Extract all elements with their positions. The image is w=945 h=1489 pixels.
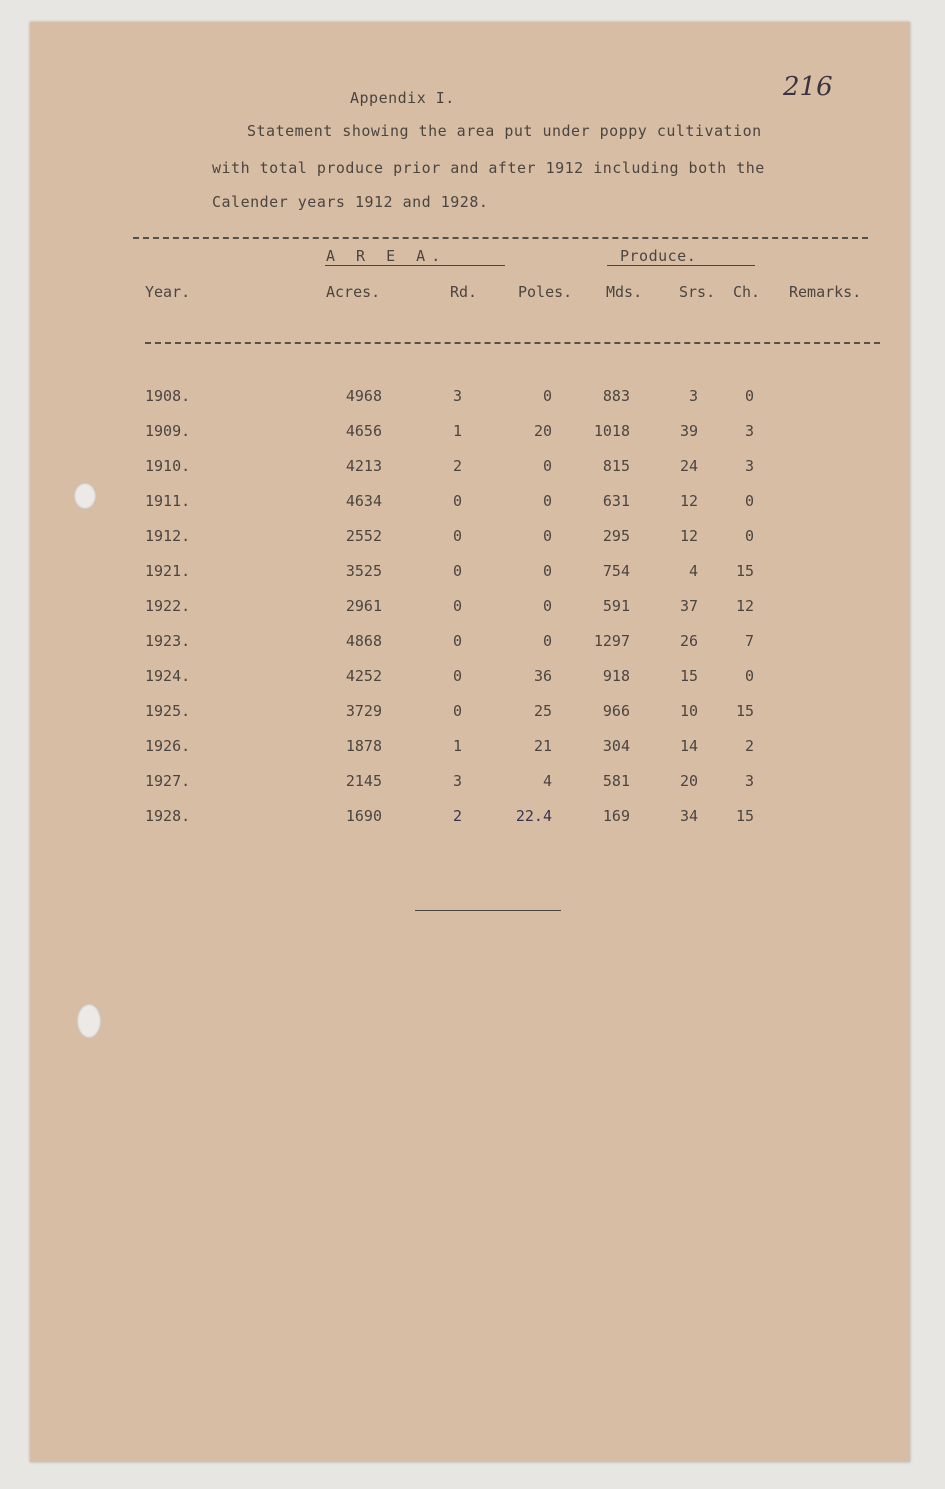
acres-cell: 4968 xyxy=(345,387,382,405)
produce-group-header: Produce. xyxy=(620,247,697,265)
rd-cell: 0 xyxy=(452,492,462,510)
year-cell: 1908. xyxy=(145,387,191,405)
acres-cell: 4656 xyxy=(345,422,382,440)
poles-cell: 0 xyxy=(542,492,552,510)
table-row xyxy=(0,527,945,547)
mds-cell: 304 xyxy=(602,737,630,755)
ch-cell: 3 xyxy=(744,772,754,790)
ch-cell: 7 xyxy=(744,632,754,650)
acres-cell: 2961 xyxy=(345,597,382,615)
poles-cell: 0 xyxy=(542,597,552,615)
statement-line-1: Statement showing the area put under poppy cultivation xyxy=(247,122,762,140)
rd-cell: 0 xyxy=(452,632,462,650)
table-row xyxy=(0,737,945,757)
rd-cell: 3 xyxy=(452,387,462,405)
acres-cell: 3525 xyxy=(345,562,382,580)
acres-cell: 4634 xyxy=(345,492,382,510)
year-cell: 1926. xyxy=(145,737,191,755)
table-row xyxy=(0,492,945,512)
mds-cell: 169 xyxy=(602,807,630,825)
area-group-header: A R E A. xyxy=(326,247,447,265)
col-srs: Srs. xyxy=(679,283,716,301)
punch-hole xyxy=(77,1004,101,1038)
year-cell: 1922. xyxy=(145,597,191,615)
table-row xyxy=(0,422,945,442)
ch-cell: 3 xyxy=(744,422,754,440)
col-mds: Mds. xyxy=(606,283,643,301)
table-row xyxy=(0,387,945,407)
rd-cell: 0 xyxy=(452,667,462,685)
poles-cell: 20 xyxy=(533,422,552,440)
acres-cell: 4213 xyxy=(345,457,382,475)
srs-cell: 10 xyxy=(679,702,698,720)
acres-cell: 2145 xyxy=(345,772,382,790)
col-remarks: Remarks. xyxy=(789,283,862,301)
table-row xyxy=(0,597,945,617)
rd-cell: 2 xyxy=(452,457,462,475)
folio-number: 216 xyxy=(783,72,833,102)
ch-cell: 2 xyxy=(744,737,754,755)
year-cell: 1921. xyxy=(145,562,191,580)
acres-cell: 4252 xyxy=(345,667,382,685)
ch-cell: 3 xyxy=(744,457,754,475)
year-cell: 1927. xyxy=(145,772,191,790)
poles-cell: 25 xyxy=(533,702,552,720)
srs-cell: 26 xyxy=(679,632,698,650)
year-cell: 1924. xyxy=(145,667,191,685)
poles-cell: 21 xyxy=(533,737,552,755)
col-year: Year. xyxy=(145,283,191,301)
acres-cell: 2552 xyxy=(345,527,382,545)
table-row xyxy=(0,562,945,582)
mds-cell: 581 xyxy=(602,772,630,790)
mds-cell: 631 xyxy=(602,492,630,510)
appendix-title: Appendix I. xyxy=(350,89,455,107)
mds-cell: 295 xyxy=(602,527,630,545)
rd-cell: 1 xyxy=(452,422,462,440)
acres-cell: 4868 xyxy=(345,632,382,650)
srs-cell: 37 xyxy=(679,597,698,615)
mds-cell: 815 xyxy=(602,457,630,475)
col-rd: Rd. xyxy=(450,283,478,301)
year-cell: 1909. xyxy=(145,422,191,440)
srs-cell: 20 xyxy=(679,772,698,790)
srs-cell: 24 xyxy=(679,457,698,475)
rd-cell: 0 xyxy=(452,702,462,720)
acres-cell: 3729 xyxy=(345,702,382,720)
table-row xyxy=(0,772,945,792)
year-cell: 1912. xyxy=(145,527,191,545)
mds-cell: 1297 xyxy=(593,632,630,650)
srs-cell: 12 xyxy=(679,492,698,510)
poles-cell: 22.4 xyxy=(515,807,552,825)
table-row xyxy=(0,632,945,652)
srs-cell: 15 xyxy=(679,667,698,685)
col-acres: Acres. xyxy=(326,283,381,301)
ch-cell: 15 xyxy=(735,562,754,580)
mds-cell: 883 xyxy=(602,387,630,405)
rd-cell: 0 xyxy=(452,527,462,545)
poles-cell: 0 xyxy=(542,387,552,405)
mds-cell: 1018 xyxy=(593,422,630,440)
mds-cell: 591 xyxy=(602,597,630,615)
ch-cell: 0 xyxy=(744,387,754,405)
year-cell: 1923. xyxy=(145,632,191,650)
area-underline xyxy=(325,265,505,266)
poles-cell: 4 xyxy=(542,772,552,790)
year-cell: 1925. xyxy=(145,702,191,720)
poles-cell: 36 xyxy=(533,667,552,685)
table-row xyxy=(0,667,945,687)
year-cell: 1911. xyxy=(145,492,191,510)
table-row xyxy=(0,807,945,827)
rd-cell: 0 xyxy=(452,597,462,615)
srs-cell: 3 xyxy=(688,387,698,405)
srs-cell: 39 xyxy=(679,422,698,440)
rd-cell: 1 xyxy=(452,737,462,755)
col-poles: Poles. xyxy=(518,283,573,301)
ch-cell: 0 xyxy=(744,527,754,545)
acres-cell: 1690 xyxy=(345,807,382,825)
mds-cell: 966 xyxy=(602,702,630,720)
divider-top xyxy=(133,237,868,239)
poles-cell: 0 xyxy=(542,457,552,475)
closing-rule xyxy=(415,910,561,911)
srs-cell: 12 xyxy=(679,527,698,545)
ch-cell: 0 xyxy=(744,667,754,685)
rd-cell: 0 xyxy=(452,562,462,580)
table-row xyxy=(0,457,945,477)
statement-line-3: Calender years 1912 and 1928. xyxy=(212,193,489,211)
ch-cell: 12 xyxy=(735,597,754,615)
year-cell: 1910. xyxy=(145,457,191,475)
ch-cell: 15 xyxy=(735,702,754,720)
year-cell: 1928. xyxy=(145,807,191,825)
mds-cell: 918 xyxy=(602,667,630,685)
col-ch: Ch. xyxy=(733,283,761,301)
srs-cell: 14 xyxy=(679,737,698,755)
srs-cell: 34 xyxy=(679,807,698,825)
table-row xyxy=(0,702,945,722)
mds-cell: 754 xyxy=(602,562,630,580)
poles-cell: 0 xyxy=(542,562,552,580)
statement-line-2: with total produce prior and after 1912 including both the xyxy=(212,159,765,177)
rd-cell: 2 xyxy=(452,807,462,825)
divider-header xyxy=(145,342,880,344)
srs-cell: 4 xyxy=(688,562,698,580)
ch-cell: 0 xyxy=(744,492,754,510)
produce-underline xyxy=(607,265,755,266)
rd-cell: 3 xyxy=(452,772,462,790)
poles-cell: 0 xyxy=(542,527,552,545)
ch-cell: 15 xyxy=(735,807,754,825)
poles-cell: 0 xyxy=(542,632,552,650)
acres-cell: 1878 xyxy=(345,737,382,755)
